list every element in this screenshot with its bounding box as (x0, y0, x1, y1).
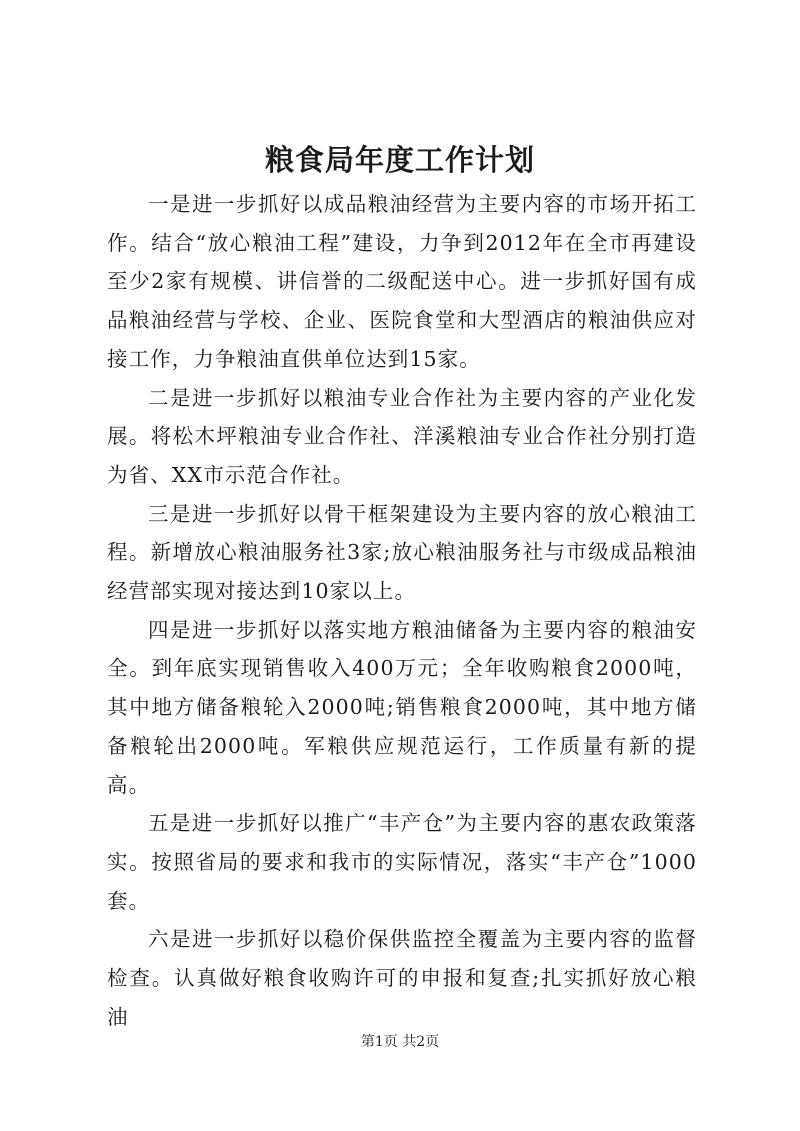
paragraph-1: 一是进一步抓好以成品粮油经营为主要内容的市场开拓工作。结合“放心粮油工程”建设，力争到2012年在全市再建设至少2家有规模、讲信誉的二级配送中心。进一步抓好国有成品粮油经营与学校、企业、医院食堂和大型酒店的粮油供应对接工作，力争粮油直供单位达到15家。 (107, 192, 697, 371)
paragraph-4: 四是进一步抓好以落实地方粮油储备为主要内容的粮油安全。到年底实现销售收入400万元；全年收购粮食2000吨，其中地方储备粮轮入2000吨;销售粮食2000吨，其中地方储备粮轮出2000吨。军粮供应规范运行，工作质量有新的提高。 (107, 617, 697, 797)
page-number-footer: 第1页 共2页 (360, 1034, 440, 1050)
document-title: 粮食局年度工作计划 (264, 143, 535, 177)
paragraph-3: 三是进一步抓好以骨干框架建设为主要内容的放心粮油工程。新增放心粮油服务社3家;放心粮油服务社与市级成品粮油经营部实现对接达到10家以上。 (107, 501, 697, 604)
paragraph-2: 二是进一步抓好以粮油专业合作社为主要内容的产业化发展。将松木坪粮油专业合作社、洋溪粮油专业合作社分别打造为省、XX市示范合作社。 (107, 385, 697, 487)
paragraph-6: 六是进一步抓好以稳价保供监控全覆盖为主要内容的监督检查。认真做好粮食收购许可的申报和复查;扎实抓好放心粮油 (107, 927, 697, 1029)
document-body (107, 185, 697, 1036)
paragraph-5: 五是进一步抓好以推广“丰产仓”为主要内容的惠农政策落实。按照省局的要求和我市的实际情况，落实“丰产仓”1000套。 (107, 811, 697, 913)
